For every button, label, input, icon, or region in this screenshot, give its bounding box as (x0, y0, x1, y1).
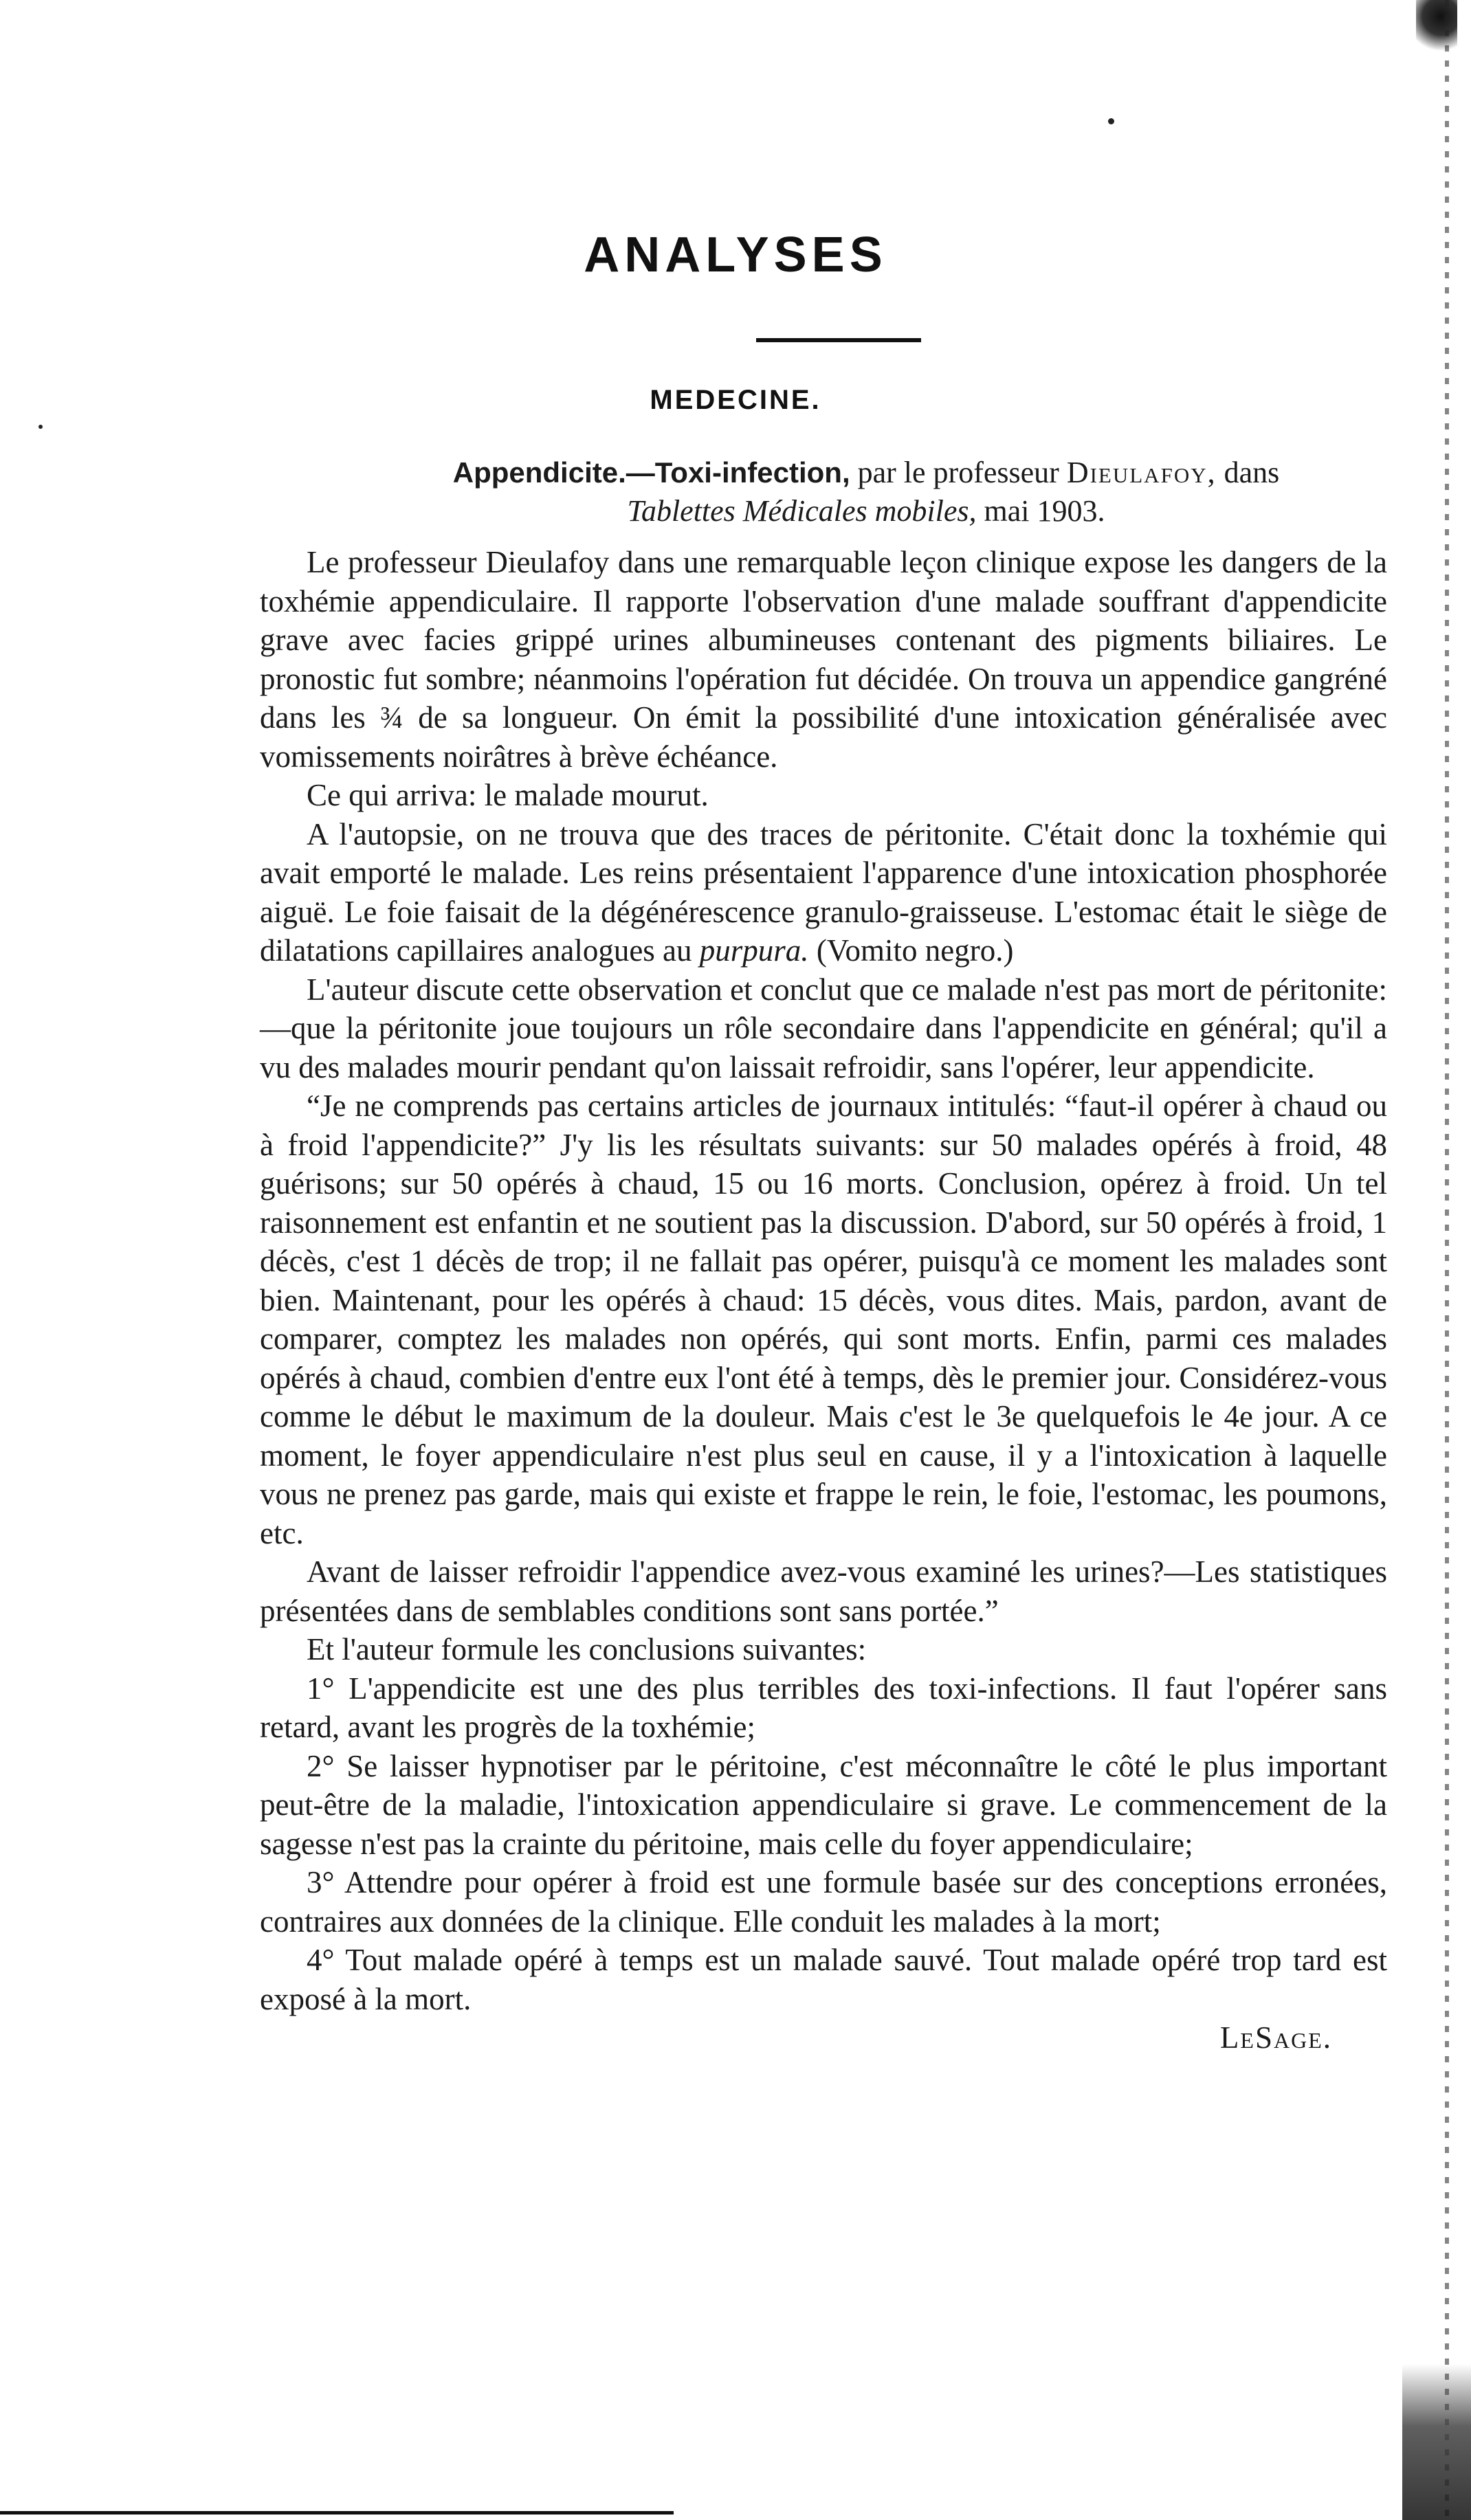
paragraph: Le professeur Dieulafoy dans une remarquable leçon clinique expose les dangers de la toxhémie appendiculaire. Il rapporte l'observation d'une malade souffrant d'appendicite grave avec facies grippé urines albumineuses contenant des pigments biliaires. Le pronostic fut sombre; néanmoins l'opération fut décidée. On trouva un appendice gangréné dans les ¾ de sa longueur. On émit la possibilité d'une intoxication généralisée avec vomissements noirâtres à brève échéance. (260, 545, 1387, 774)
conclusion-item: 4° Tout malade opéré à temps est un malade sauvé. Tout malade opéré trop tard est exposé à la mort. (260, 1943, 1387, 2016)
paragraph (260, 815, 1387, 970)
section-heading: MEDECINE. (650, 385, 821, 415)
article-date: mai 1903. (984, 494, 1105, 528)
paragraph-text: A l'autopsie, on ne trouva que des traces de péritonite. C'était donc la toxhémie qui avait emporté le malade. Les reins présentaient l'apparence d'une intoxication phosphorée aiguë. Le foie faisait de la dégénérescence granulo-graisseuse. L'estomac était le siège de dilatations capillaires analogues au (260, 816, 1387, 968)
vomito-note: (Vomito negro.) (816, 933, 1014, 968)
scan-speck (38, 425, 43, 429)
article-topic: Appendicite.—Toxi-infection, (452, 456, 850, 489)
page-bottom-rule (0, 2511, 674, 2515)
conclusion-item: 2° Se laisser hypnotiser par le péritoine, c'est méconnaître le côté le plus important peut-être de la maladie, l'intoxication appendiculaire si grave. Le commencement de la sagesse n'est pas la crainte du péritoine, mais celle du foyer appendiculaire; (260, 1748, 1387, 1861)
scan-corner-mark-top (1416, 0, 1457, 55)
page-title: ANALYSES (584, 227, 887, 282)
signature: LeSage. (1219, 2020, 1332, 2055)
scan-speck (1108, 118, 1114, 124)
paragraph: Ce qui arriva: le malade mourut. (307, 778, 709, 812)
paragraph: Et l'auteur formule les conclusions suivantes: (307, 1632, 867, 1666)
article-in: dans (1224, 456, 1280, 489)
article-source: Tablettes Médicales mobiles, (627, 494, 977, 528)
conclusion-item: 1° L'appendicite est une des plus terribles des toxi-infections. Il faut l'opérer sans retard, avant les progrès de la toxhémie; (260, 1671, 1387, 1744)
purpura-term: purpura. (699, 933, 809, 968)
article-by: par le professeur (857, 456, 1059, 489)
paragraph: “Je ne comprends pas certains articles de journaux intitulés: “faut-il opérer à chaud ou à froid l'appendicite?” J'y lis les résultats suivants: sur 50 malades opérés à froid, 48 guérisons; sur 50 opérés à chaud, 15 ou 16 morts. Conclusion, opérez à froid. Un tel raisonnement est enfantin et ne soutient pas la discussion. D'abord, sur 50 opérés à froid, 1 décès, c'est 1 décès de trop; il ne fallait pas opérer, puisqu'à ce moment les malades sont bien. Maintenant, pour les opérés à chaud: 15 décès, vous dites. Mais, pardon, avant de comparer, comptez les malades non opérés, qui sont morts. Enfin, parmi ces malades opérés à chaud, combien d'entre eux l'ont été à temps, dès le premier jour. Considérez-vous comme le début le maximum de la douleur. Mais c'est le 3e quelquefois le 4e jour. A ce moment, le foyer appendiculaire n'est plus seul en cause, il y a l'intoxication à laquelle vous ne prenez pas garde, mais qui existe et frappe le rein, le foie, l'estomac, les poumons, etc. (260, 1089, 1387, 1550)
scan-right-edge (1445, 0, 1449, 2520)
signature-line (260, 2018, 1387, 2058)
conclusion-item: 3° Attendre pour opérer à froid est une formule basée sur des conceptions erronées, contraires aux données de la clinique. Elle conduit les malades à la mort; (260, 1865, 1387, 1939)
scan-corner-mark-bottom (1402, 2364, 1471, 2520)
title-divider (756, 338, 921, 342)
article-body (260, 543, 1387, 2058)
paragraph: Avant de laisser refroidir l'appendice avez-vous examiné les urines?—Les statistiques présentées dans de semblables conditions sont sans portée.” (260, 1554, 1387, 1628)
paragraph: L'auteur discute cette observation et conclut que ce malade n'est pas mort de péritonite:—que la péritonite joue toujours un rôle secondaire dans l'appendicite en général; qu'il a vu des malades mourir pendant qu'on laissait refroidir, sans l'opérer, leur appendicite. (260, 972, 1387, 1084)
article-heading (330, 454, 1402, 531)
article-author: Dieulafoy, (1066, 456, 1217, 489)
